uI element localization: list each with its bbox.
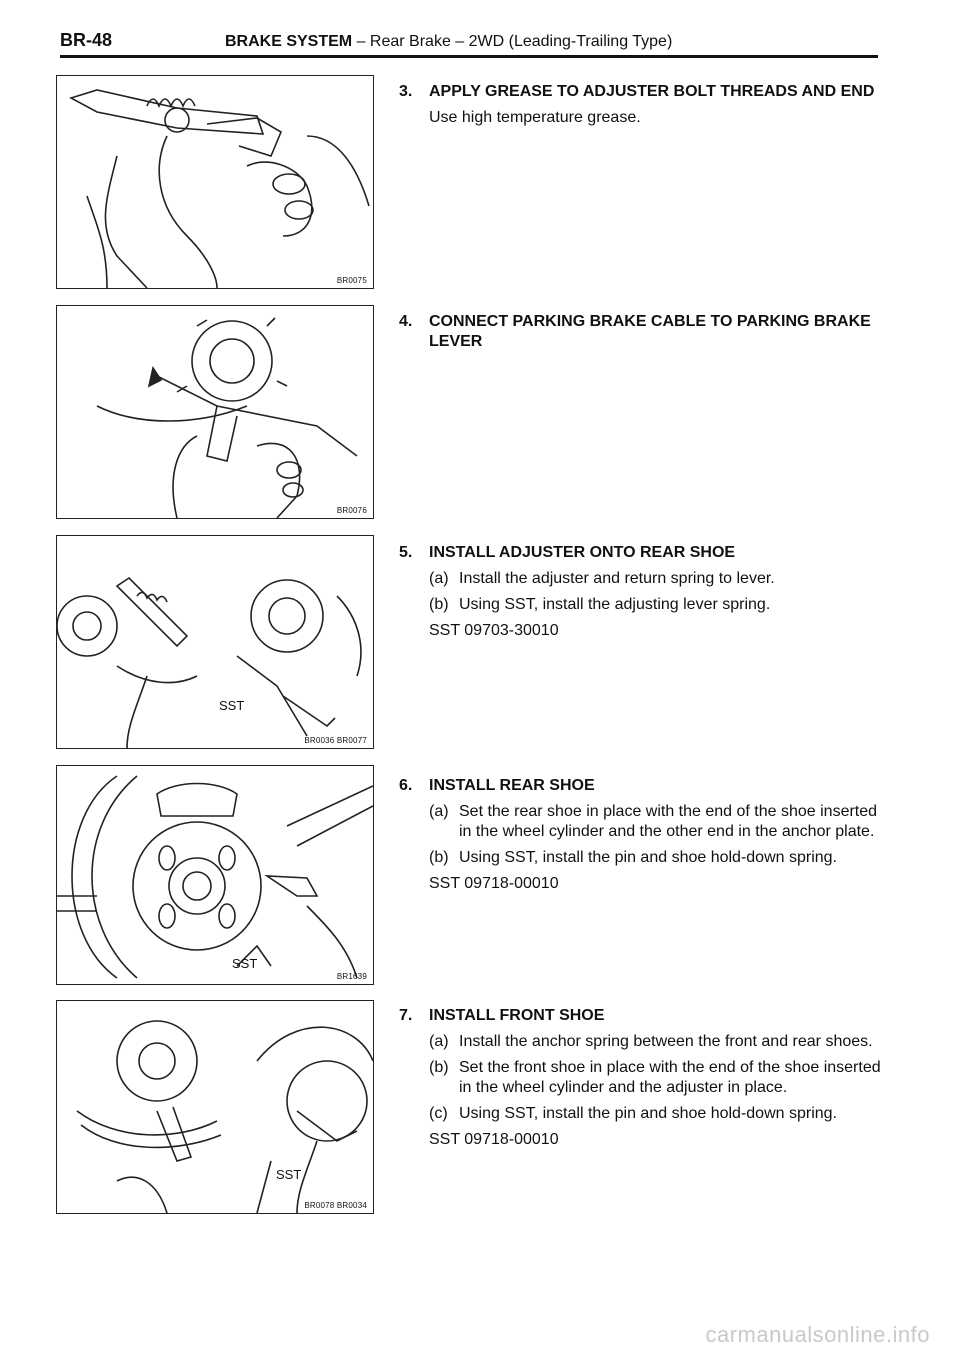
subsection-title: – Rear Brake – 2WD (Leading-Trailing Type) — [352, 33, 673, 50]
step-heading — [399, 1006, 885, 1026]
step-number: 4. — [399, 313, 413, 330]
step-5 — [399, 543, 885, 647]
figure-code: BR0078 BR0034 — [304, 1201, 367, 1210]
substep-text: Set the front shoe in place with the end of the shoe inserted in the wheel cylinder and the adjuster in place. — [459, 1059, 881, 1096]
substep-text: Using SST, install the pin and shoe hold-down spring. — [459, 849, 837, 866]
front-shoe-illustration — [57, 1001, 373, 1213]
step-number: 6. — [399, 777, 413, 794]
substep-text: Set the rear shoe in place with the end of the shoe inserted in the wheel cylinder and the other end in the anchor plate. — [459, 803, 878, 840]
step-body — [429, 802, 885, 894]
substep-text: Install the adjuster and return spring to lever. — [459, 570, 775, 587]
sst-label: SST — [219, 698, 245, 713]
figure-code: BR0076 — [336, 506, 367, 515]
sst-label: SST — [276, 1167, 302, 1182]
step-title: INSTALL REAR SHOE — [429, 777, 595, 794]
substep-label: (a) — [429, 803, 449, 820]
section-title: BRAKE SYSTEM — [225, 33, 353, 50]
substep-label: (a) — [429, 1033, 449, 1050]
step-number: 3. — [399, 83, 413, 100]
step-body — [429, 108, 885, 128]
step-7 — [399, 1006, 885, 1156]
step-number: 7. — [399, 1007, 413, 1024]
step-heading — [399, 543, 885, 563]
substep-text: Install the anchor spring between the front and rear shoes. — [459, 1033, 873, 1050]
substep — [429, 595, 885, 615]
substep-label: (b) — [429, 1059, 449, 1076]
step-4 — [399, 312, 885, 352]
grease-adjuster-illustration — [57, 76, 373, 288]
figure-front-shoe — [56, 1000, 374, 1214]
figure-rear-shoe — [56, 765, 374, 985]
substep — [429, 1032, 885, 1052]
sst-number: SST 09703-30010 — [429, 622, 559, 639]
step-note: Use high temperature grease. — [429, 109, 641, 126]
adjuster-sst-illustration — [57, 536, 373, 748]
step-title: INSTALL ADJUSTER ONTO REAR SHOE — [429, 544, 736, 561]
step-title: APPLY GREASE TO ADJUSTER BOLT THREADS AND END — [429, 83, 875, 100]
figure-code: BR0075 — [336, 276, 367, 285]
step-heading — [399, 82, 885, 102]
figure-adjuster-sst — [56, 535, 374, 749]
figure-code: BR1639 — [336, 972, 367, 981]
substep-text: Using SST, install the pin and shoe hold-down spring. — [459, 1105, 837, 1122]
sst-label: SST — [232, 956, 258, 971]
step-heading — [399, 776, 885, 796]
sst-number: SST 09718-00010 — [429, 875, 559, 892]
step-title: CONNECT PARKING BRAKE CABLE TO PARKING BRAKE LEVER — [429, 313, 871, 350]
substep-label: (b) — [429, 849, 449, 866]
step-body — [429, 1032, 885, 1150]
step-heading — [399, 312, 885, 352]
step-3 — [399, 82, 885, 134]
header-rule — [60, 55, 878, 58]
substep — [429, 1058, 885, 1098]
page-title — [225, 33, 672, 51]
substep — [429, 569, 885, 589]
step-title: INSTALL FRONT SHOE — [429, 1007, 605, 1024]
figure-grease-adjuster — [56, 75, 374, 289]
figure-parking-cable — [56, 305, 374, 519]
substep — [429, 802, 885, 842]
step-number: 5. — [399, 544, 413, 561]
sst-number: SST 09718-00010 — [429, 1131, 559, 1148]
substep-label: (c) — [429, 1105, 448, 1122]
watermark: carmanualsonline.info — [705, 1322, 930, 1347]
step-6 — [399, 776, 885, 900]
substep — [429, 848, 885, 868]
substep-text: Using SST, install the adjusting lever spring. — [459, 596, 771, 613]
substep-label: (a) — [429, 570, 449, 587]
substep-label: (b) — [429, 596, 449, 613]
substep — [429, 1104, 885, 1124]
figure-code: BR0036 BR0077 — [304, 736, 367, 745]
page-number: BR-48 — [60, 30, 113, 50]
step-body — [429, 569, 885, 641]
rear-shoe-illustration — [57, 766, 373, 984]
parking-cable-illustration — [57, 306, 373, 518]
